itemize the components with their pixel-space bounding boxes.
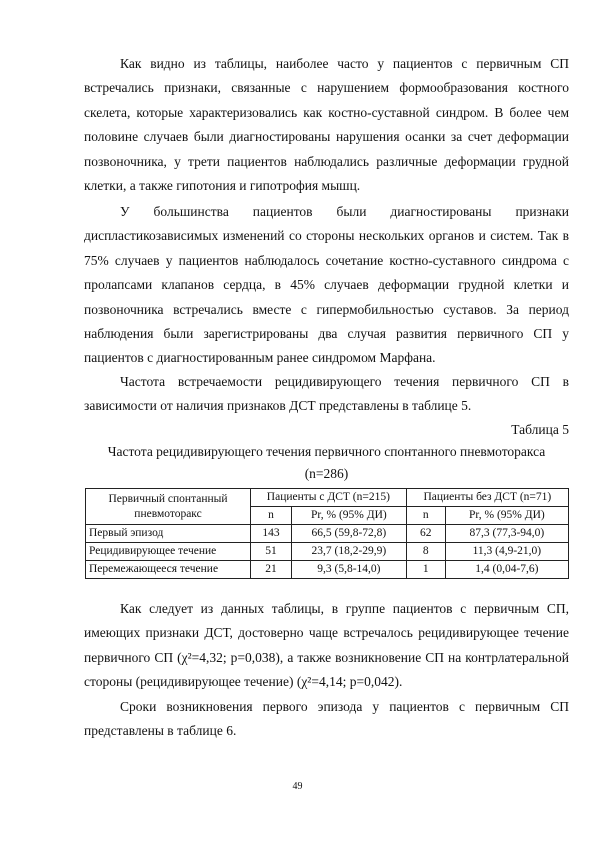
header-pr2: Pr, % (95% ДИ)	[445, 507, 568, 525]
row-n1: 51	[251, 543, 292, 561]
paragraph-1: Как видно из таблицы, наиболее часто у пациентов с первичным СП встречались признаки, связанные с нарушением формообразования костного скелета, которые характеризовались как костно-суставной синдром. В более чем половине случаев были диагностированы нарушения осанки за счет деформации позвоночника, у трети пациентов наблюдались различные деформации грудной клетки, а также гипотония и гипотрофия мышц.	[84, 56, 569, 194]
paragraph-4: Как следует из данных таблицы, в группе пациентов с первичным СП, имеющих признаки ДСТ, достоверно чаще встречалось рецидивирующее течение первичного СП (χ²=4,32; р=0,038), а также возникновение СП на контрлатеральной стороны (рецидивирующее течение) (χ²=4,14; р=0,042).	[84, 601, 569, 690]
row-n1: 21	[251, 561, 292, 579]
paragraph-5: Сроки возникновения первого эпизода у пациентов с первичным СП представлены в таблице 6.	[84, 699, 569, 739]
row-pr1: 9,3 (5,8-14,0)	[292, 561, 407, 579]
row-n1: 143	[251, 525, 292, 543]
header-n1: n	[251, 507, 292, 525]
header-group1: Пациенты с ДСТ (n=215)	[251, 489, 407, 507]
header-pr1: Pr, % (95% ДИ)	[292, 507, 407, 525]
paragraph-3: Частота встречаемости рецидивирующего течения первичного СП в зависимости от наличия признаков ДСТ представлены в таблице 5.	[84, 374, 569, 414]
row-name: Первый эпизод	[86, 525, 251, 543]
header-n2: n	[406, 507, 445, 525]
row-pr2: 11,3 (4,9-21,0)	[445, 543, 568, 561]
row-n2: 1	[406, 561, 445, 579]
table-header-row	[86, 489, 569, 507]
row-pr2: 87,3 (77,3-94,0)	[445, 525, 568, 543]
table-row	[86, 561, 569, 579]
row-n2: 62	[406, 525, 445, 543]
table-title: Частота рецидивирующего течения первичного спонтанного пневмоторакса	[107, 444, 546, 459]
frequency-table	[85, 488, 569, 579]
header-group2: Пациенты без ДСТ (n=71)	[406, 489, 568, 507]
row-pr1: 23,7 (18,2-29,9)	[292, 543, 407, 561]
row-pr2: 1,4 (0,04-7,6)	[445, 561, 568, 579]
table-subtitle: (n=286)	[304, 466, 349, 481]
row-pr1: 66,5 (59,8-72,8)	[292, 525, 407, 543]
row-name: Перемежающееся течение	[86, 561, 251, 579]
row-name: Рецидивирующее течение	[86, 543, 251, 561]
paragraph-2: У большинства пациентов были диагностированы признаки диспластикозависимых изменений со стороны нескольких органов и систем. Так в 75% случаев у пациентов наблюдалось сочетание костно-суставного синдрома с пролапсами клапанов сердца, в 45% случаев деформации грудной клетки и позвоночника встречались вместе с гипермобильностью суставов. За период наблюдения были зарегистрированы два случая развития первичного СП у пациентов с диагностированным ранее синдромом Марфана.	[84, 204, 569, 366]
header-col1: Первичный спонтанный пневмоторакс	[86, 489, 251, 525]
table-label: Таблица 5	[511, 422, 569, 437]
row-n2: 8	[406, 543, 445, 561]
page-number: 49	[292, 781, 303, 792]
table-row	[86, 525, 569, 543]
table-row	[86, 543, 569, 561]
